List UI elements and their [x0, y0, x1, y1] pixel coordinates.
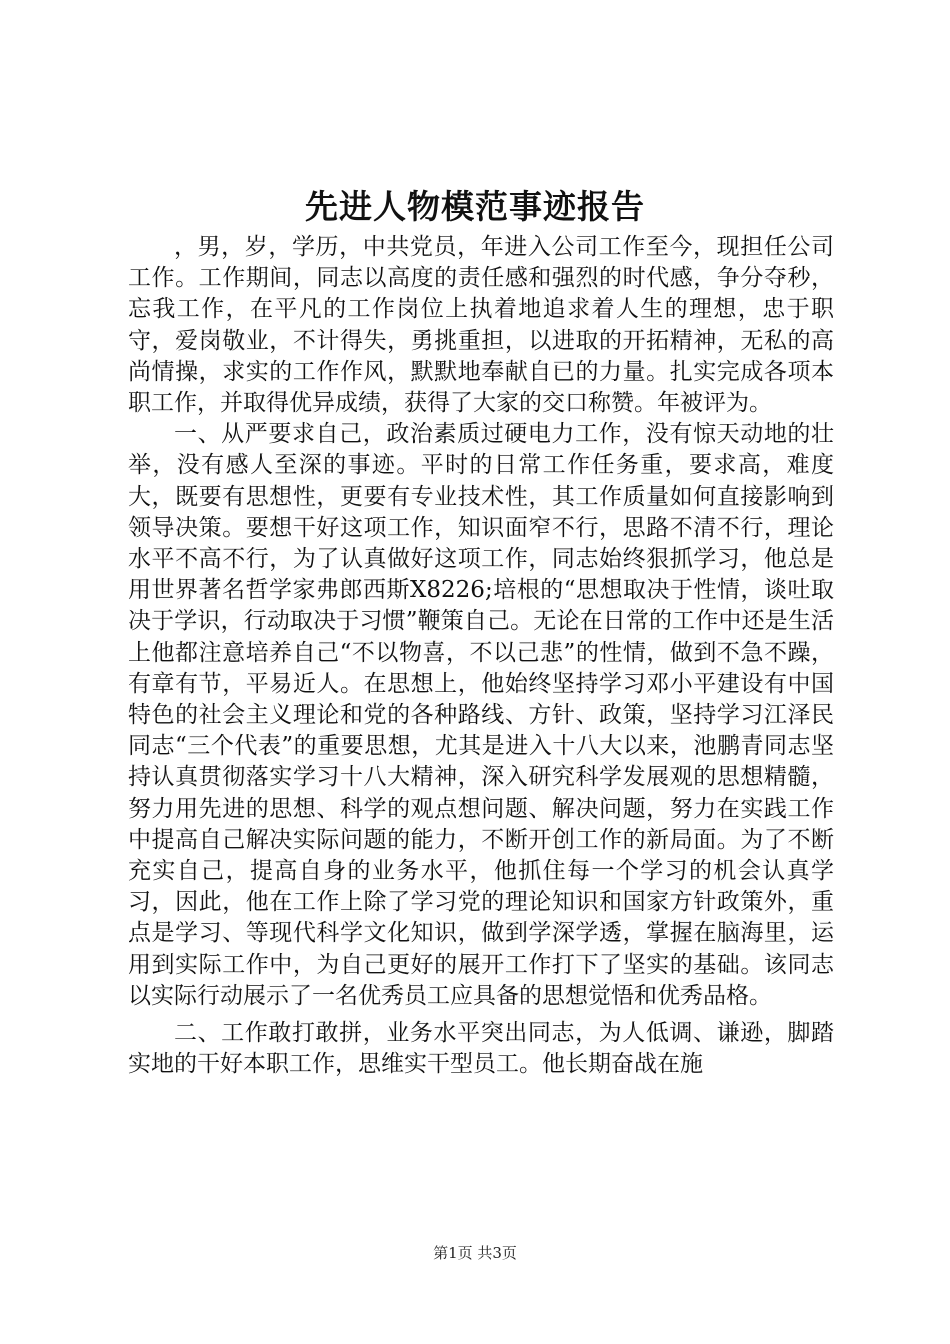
- paragraph-section-one: 一、从严要求自己，政治素质过硬电力工作，没有惊天动地的壮举，没有感人至深的事迹。平时的日常工作任务重，要求高，难度大，既要有思想性，更要有专业技术性，其工作质量如何直接影响到领导决策。要想干好这项工作，知识面窄不行，思路不清不行，理论水平不高不行，为了认真做好这项工作，同志始终狠抓学习，他总是用世界著名哲学家弗郎西斯X8226;培根的“思想取决于性情，谈吐取决于学识，行动取决于习惯”鞭策自己。无论在日常的工作中还是生活上他都注意培养自己“不以物喜，不以己悲”的性情，做到不急不躁，有章有节，平易近人。在思想上，他始终坚持学习邓小平建设有中国特色的社会主义理论和党的各种路线、方针、政策，坚持学习江泽民同志“三个代表”的重要思想，尤其是进入十八大以来，池鹏青同志坚持认真贯彻落实学习十八大精神，深入研究科学发展观的思想精髓，努力用先进的思想、科学的观点想问题、解决问题，努力在实践工作中提高自己解决实际问题的能力，不断开创工作的新局面。为了不断充实自己，提高自身的业务水平，他抓住每一个学习的机会认真学习，因此，他在工作上除了学习党的理论知识和国家方针政策外，重点是学习、等现代科学文化知识，做到学深学透，掌握在脑海里，运用到实际工作中，为自己更好的展开工作打下了坚实的基础。该同志以实际行动展示了一名优秀员工应具备的思想觉悟和优秀品格。: [128, 421, 834, 1009]
- document-body: [128, 232, 834, 1080]
- paragraph-intro: ，男，岁，学历，中共党员，年进入公司工作至今，现担任公司工作。工作期间，同志以高度的责任感和强烈的时代感，争分夺秒，忘我工作，在平凡的工作岗位上执着地追求着人生的理想，忠于职守，爱岗敬业，不计得失，勇挑重担，以进取的开拓精神，无私的高尚情操，求实的工作作风，默默地奉献自已的力量。扎实完成各项本职工作，并取得优异成绩，获得了大家的交口称赞。年被评为。: [128, 234, 834, 417]
- document-title: 先进人物模范事迹报告: [305, 187, 645, 226]
- paragraph-section-two: 二、工作敢打敢拼，业务水平突出同志，为人低调、谦逊，脚踏实地的干好本职工作，思维实干型员工。他长期奋战在施: [128, 1020, 834, 1078]
- page-footer: 第1页 共3页: [433, 1244, 517, 1262]
